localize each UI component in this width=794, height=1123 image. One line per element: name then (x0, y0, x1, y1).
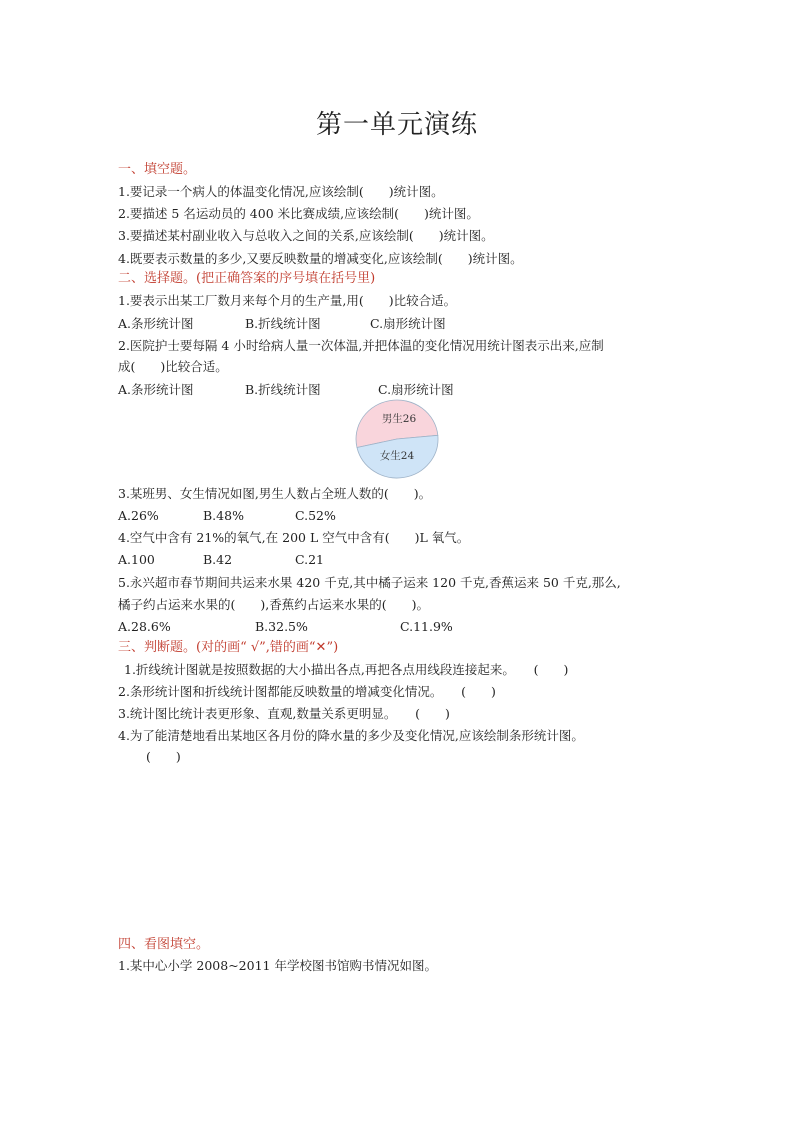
page-title: 第一单元演练 (315, 110, 478, 140)
s1-question-2: 2.要描述 5 名运动员的 400 米比赛成绩,应该绘制( )统计图。 (118, 206, 479, 221)
s2-question-4: 4.空气中含有 21%的氧气,在 200 L 空气中含有( )L 氧气。 (118, 530, 470, 545)
s4-question-1: 1.某中心小学 2008~2011 年学校图书馆购书情况如图。 (118, 958, 437, 973)
s2-question-1: 1.要表示出某工厂数月来每个月的生产量,用( )比较合适。 (118, 293, 457, 308)
s2-q1-option-b: B.折线统计图 (245, 316, 321, 331)
pie-label-boys: 男生26 (381, 413, 417, 425)
s2-q3-option-c: C.52% (295, 508, 336, 523)
gender-pie-chart (354, 398, 440, 480)
section4-heading: 四、看图填空。 (118, 937, 210, 952)
s1-question-4: 4.既要表示数量的多少,又要反映数量的增减变化,应该绘制( )统计图。 (118, 251, 523, 266)
s2-q1-option-c: C.扇形统计图 (370, 316, 446, 331)
s2-question-5-line2: 橘子约占运来水果的( ),香蕉约占运来水果的( )。 (118, 597, 429, 612)
s2-q1-option-a: A.条形统计图 (118, 316, 194, 331)
s3-question-1: 1.折线统计图就是按照数据的大小描出各点,再把各点用线段连接起来。 ( ) (124, 662, 569, 677)
s2-q2-option-b: B.折线统计图 (245, 382, 321, 397)
section3-heading: 三、判断题。(对的画“ √”,错的画“✕”) (118, 640, 339, 655)
s3-question-4-line2: ( ) (146, 749, 181, 764)
s3-question-3: 3.统计图比统计表更形象、直观,数量关系更明显。 ( ) (118, 706, 450, 721)
s2-question-2-line1: 2.医院护士要每隔 4 小时给病人量一次体温,并把体温的变化情况用统计图表示出来,应制 (118, 338, 604, 353)
s3-question-4-line1: 4.为了能清楚地看出某地区各月份的降水量的多少及变化情况,应该绘制条形统计图。 (118, 728, 584, 743)
s1-question-3: 3.要描述某村副业收入与总收入之间的关系,应该绘制( )统计图。 (118, 228, 494, 243)
s2-q2-option-a: A.条形统计图 (118, 382, 194, 397)
s2-q4-option-b: B.42 (203, 552, 233, 567)
s1-question-1: 1.要记录一个病人的体温变化情况,应该绘制( )统计图。 (118, 184, 444, 199)
s2-q2-option-c: C.扇形统计图 (378, 382, 454, 397)
s2-q5-option-a: A.28.6% (118, 619, 171, 634)
s2-question-5-line1: 5.永兴超市春节期间共运来水果 420 千克,其中橘子运来 120 千克,香蕉运来 50 千克,那么, (118, 575, 621, 590)
s2-q5-option-b: B.32.5% (255, 619, 308, 634)
s2-q4-option-a: A.100 (118, 552, 155, 567)
s2-q3-option-a: A.26% (118, 508, 159, 523)
section2-heading: 二、选择题。(把正确答案的序号填在括号里) (118, 271, 376, 286)
s2-q5-option-c: C.11.9% (400, 619, 453, 634)
s2-question-2-line2: 成( )比较合适。 (118, 359, 228, 374)
s2-q4-option-c: C.21 (295, 552, 324, 567)
s2-q3-option-b: B.48% (203, 508, 244, 523)
pie-label-girls: 女生24 (379, 450, 415, 462)
section1-heading: 一、填空题。 (118, 162, 197, 177)
s2-question-3: 3.某班男、女生情况如图,男生人数占全班人数的( )。 (118, 486, 432, 501)
s3-question-2: 2.条形统计图和折线统计图都能反映数量的增减变化情况。 ( ) (118, 684, 496, 699)
